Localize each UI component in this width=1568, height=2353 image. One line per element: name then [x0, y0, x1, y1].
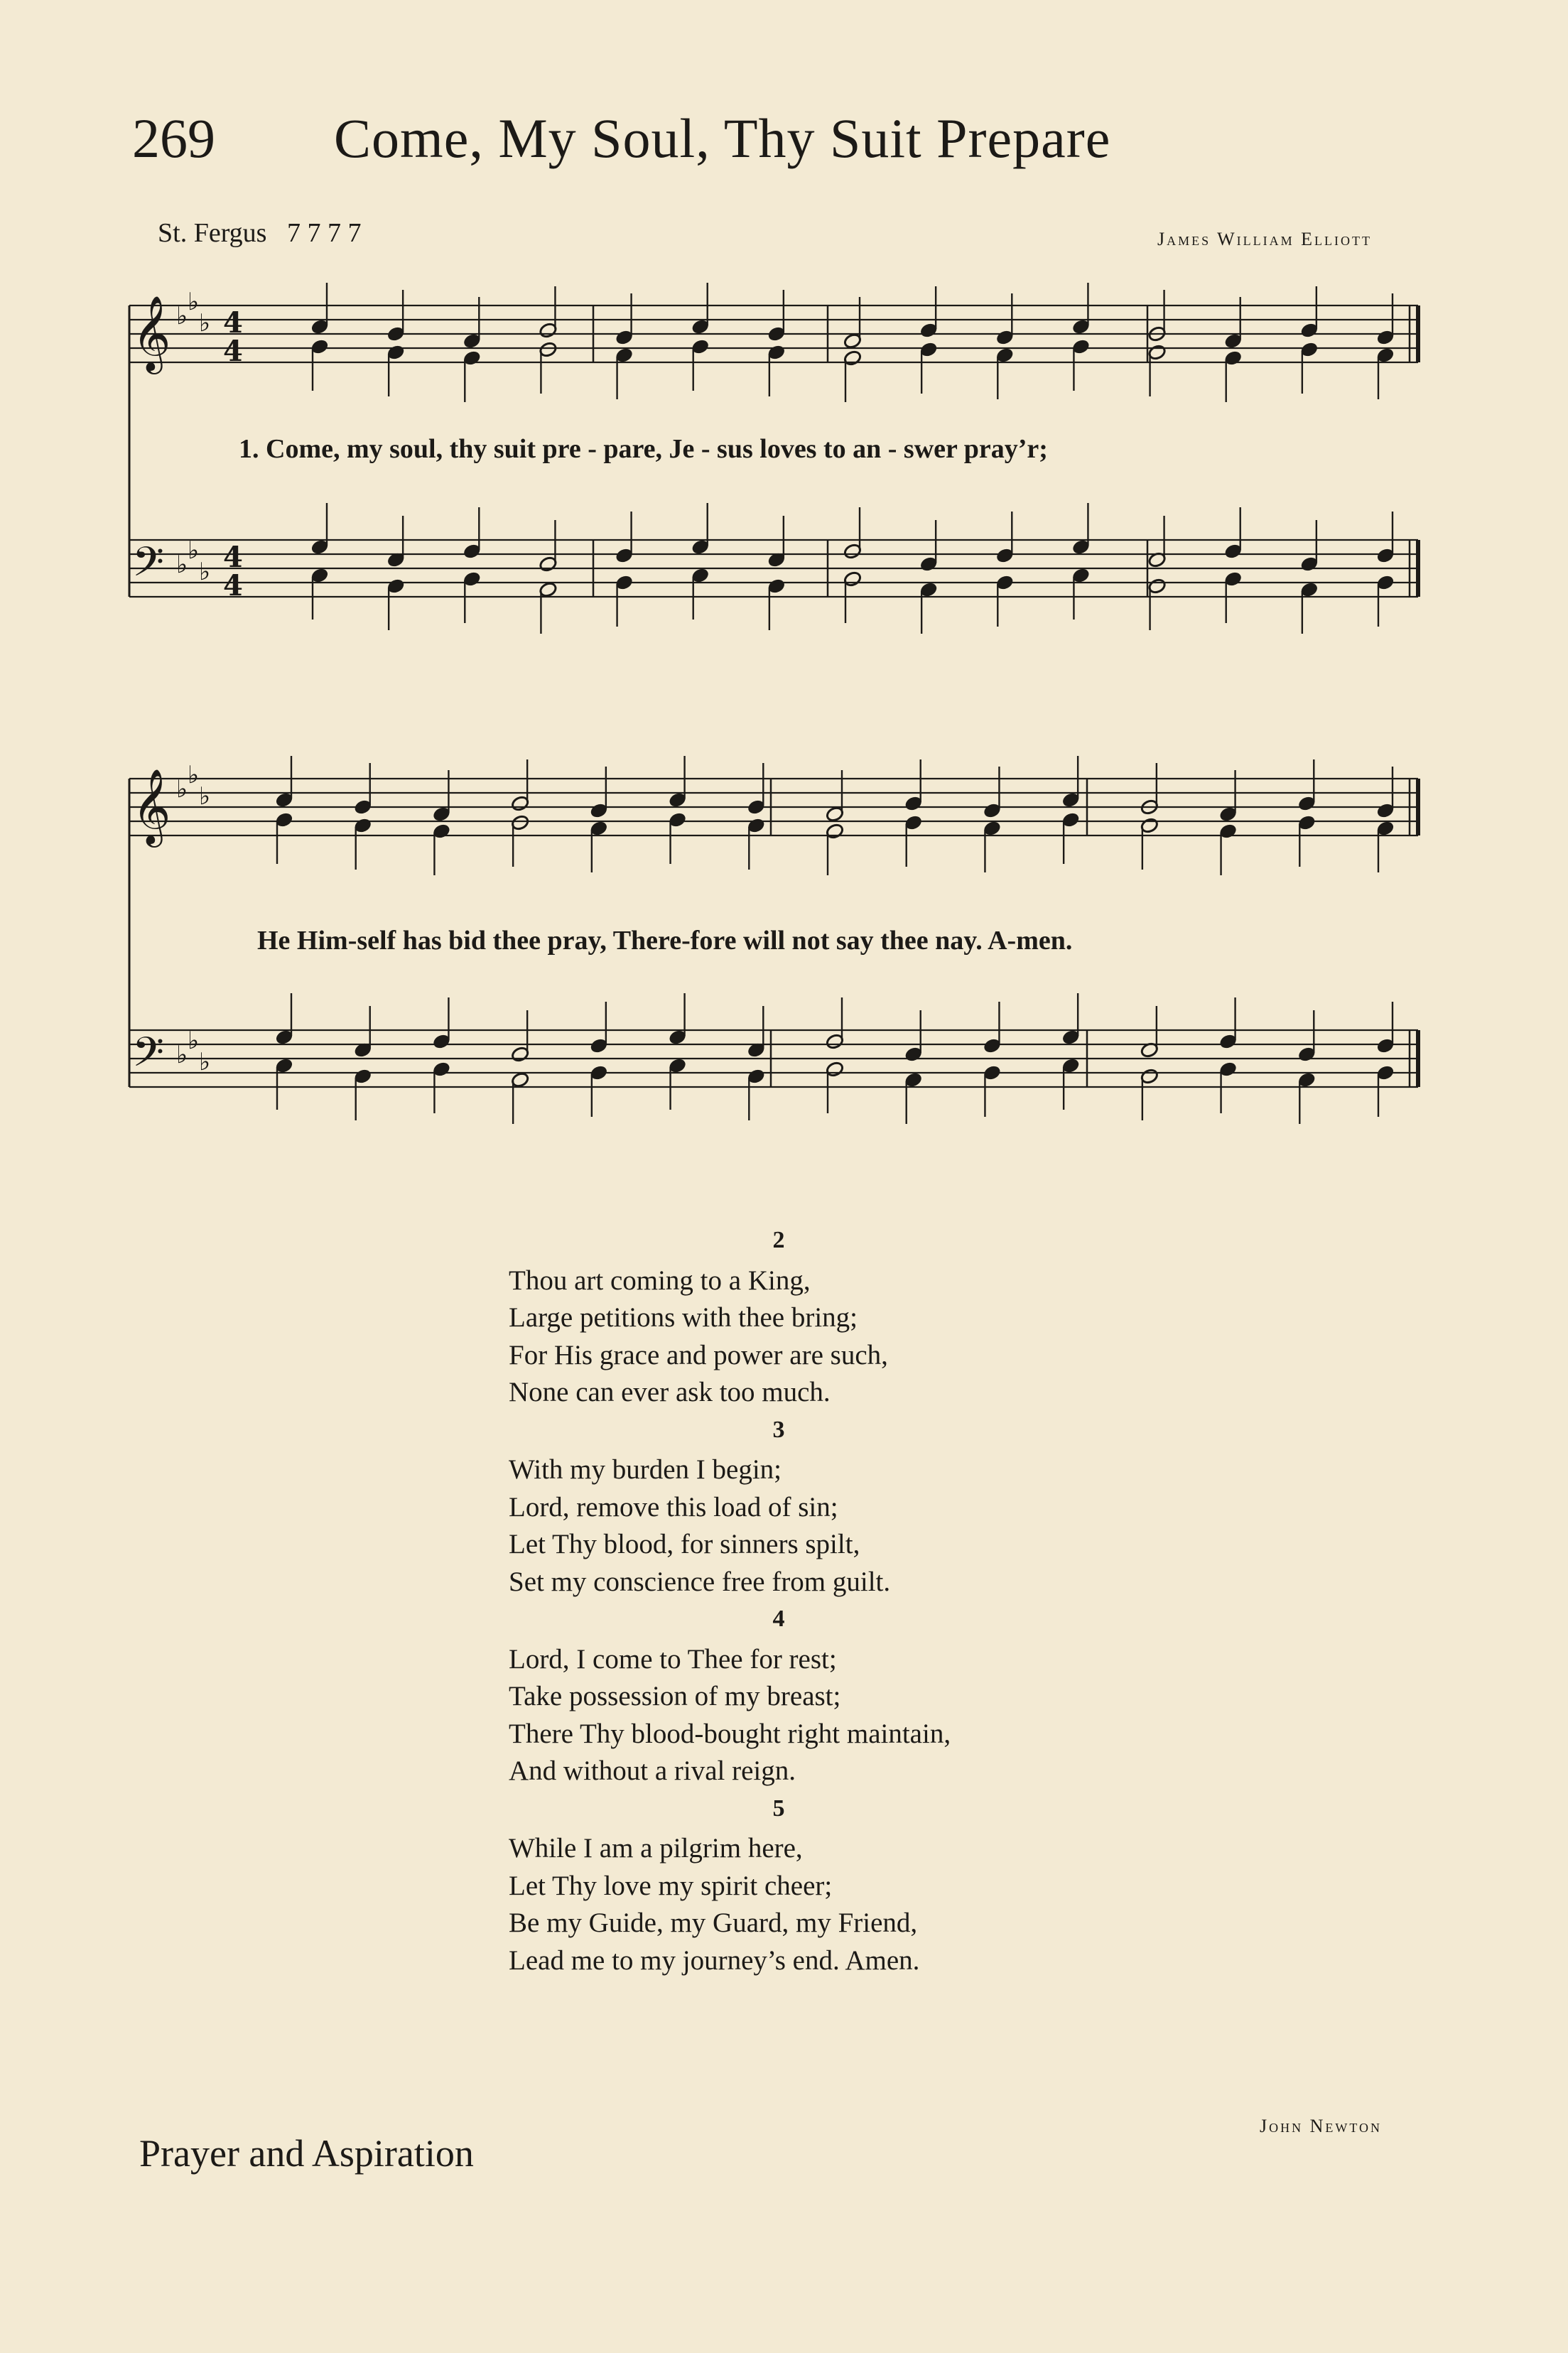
verse-line: Lord, remove this load of sin; — [509, 1491, 838, 1522]
flat-icon: ♭ — [199, 1048, 211, 1076]
flat-icon: ♭ — [199, 309, 211, 337]
stanza-3 — [509, 1412, 1148, 1601]
stanza-list — [509, 1222, 1148, 1979]
time-signature: 4 — [223, 306, 243, 340]
clef-icon: 𝄞 — [132, 768, 171, 844]
verse-line: While I am a pilgrim here, — [509, 1833, 803, 1864]
music-score — [0, 0, 1568, 1151]
verse-line: Take possession of my breast; — [509, 1681, 841, 1711]
time-signature: 4 — [223, 541, 243, 574]
verse-line: With my burden I begin; — [509, 1454, 782, 1485]
stanza-5 — [509, 1790, 1148, 1980]
section-footer: Prayer and Aspiration — [139, 2132, 474, 2175]
stanza-number: 3 — [772, 1416, 785, 1443]
stanza-number: 2 — [772, 1227, 785, 1253]
flat-icon: ♭ — [176, 775, 188, 804]
clef-icon: 𝄢 — [132, 538, 165, 596]
author-credit: John Newton — [1259, 2116, 1382, 2136]
hymn-title: Come, My Soul, Thy Suit Prepare — [334, 107, 1111, 169]
verse-line: Thou art coming to a King, — [509, 1265, 811, 1296]
verse-line: Let Thy blood, for sinners spilt, — [509, 1529, 860, 1559]
flat-icon: ♭ — [188, 1027, 200, 1055]
verse-line: Lord, I come to Thee for rest; — [509, 1643, 837, 1675]
stanza-2 — [509, 1222, 1148, 1412]
verse-line: There Thy blood-bought right maintain, — [509, 1718, 951, 1749]
verse-line: Set my conscience free from guilt. — [509, 1566, 891, 1597]
verse-line: And without a rival reign. — [509, 1756, 796, 1786]
stanza-number: 4 — [772, 1606, 785, 1632]
flat-icon: ♭ — [176, 551, 188, 579]
flat-icon: ♭ — [176, 302, 188, 330]
tune-name: St. Fergus — [158, 218, 267, 248]
clef-icon: 𝄢 — [132, 1028, 165, 1086]
time-signature: 4 — [223, 569, 243, 602]
flat-icon: ♭ — [176, 1041, 188, 1069]
flat-icon: ♭ — [199, 782, 211, 811]
verse-line: For His grace and power are such, — [509, 1339, 888, 1370]
flat-icon: ♭ — [199, 558, 211, 586]
flat-icon: ♭ — [188, 288, 200, 316]
flat-icon: ♭ — [188, 536, 200, 565]
stanza-number: 5 — [772, 1795, 785, 1822]
verse-line: Be my Guide, my Guard, my Friend, — [509, 1908, 918, 1938]
flat-icon: ♭ — [188, 761, 200, 789]
verse-line: None can ever ask too much. — [509, 1377, 831, 1407]
verse-line: Large petitions with thee bring; — [509, 1302, 858, 1333]
tune-meter: 7 7 7 7 — [286, 218, 362, 248]
time-signature: 4 — [223, 335, 243, 368]
clef-icon: 𝄞 — [132, 295, 171, 371]
verse-line: Lead me to my journey’s end. Amen. — [509, 1944, 920, 1976]
system-2-lyrics: He Him-self has bid thee pray, There-fore will not say thee nay. A-men. — [257, 926, 1073, 956]
composer-credit: James William Elliott — [1157, 229, 1372, 249]
stanza-4 — [509, 1601, 1148, 1790]
hymn-number: 269 — [132, 107, 215, 169]
system-1-lyrics: 1. Come, my soul, thy suit pre - pare, Je - sus loves to an - swer pray’r; — [239, 434, 1048, 464]
verse-line: Let Thy love my spirit cheer; — [509, 1870, 833, 1901]
